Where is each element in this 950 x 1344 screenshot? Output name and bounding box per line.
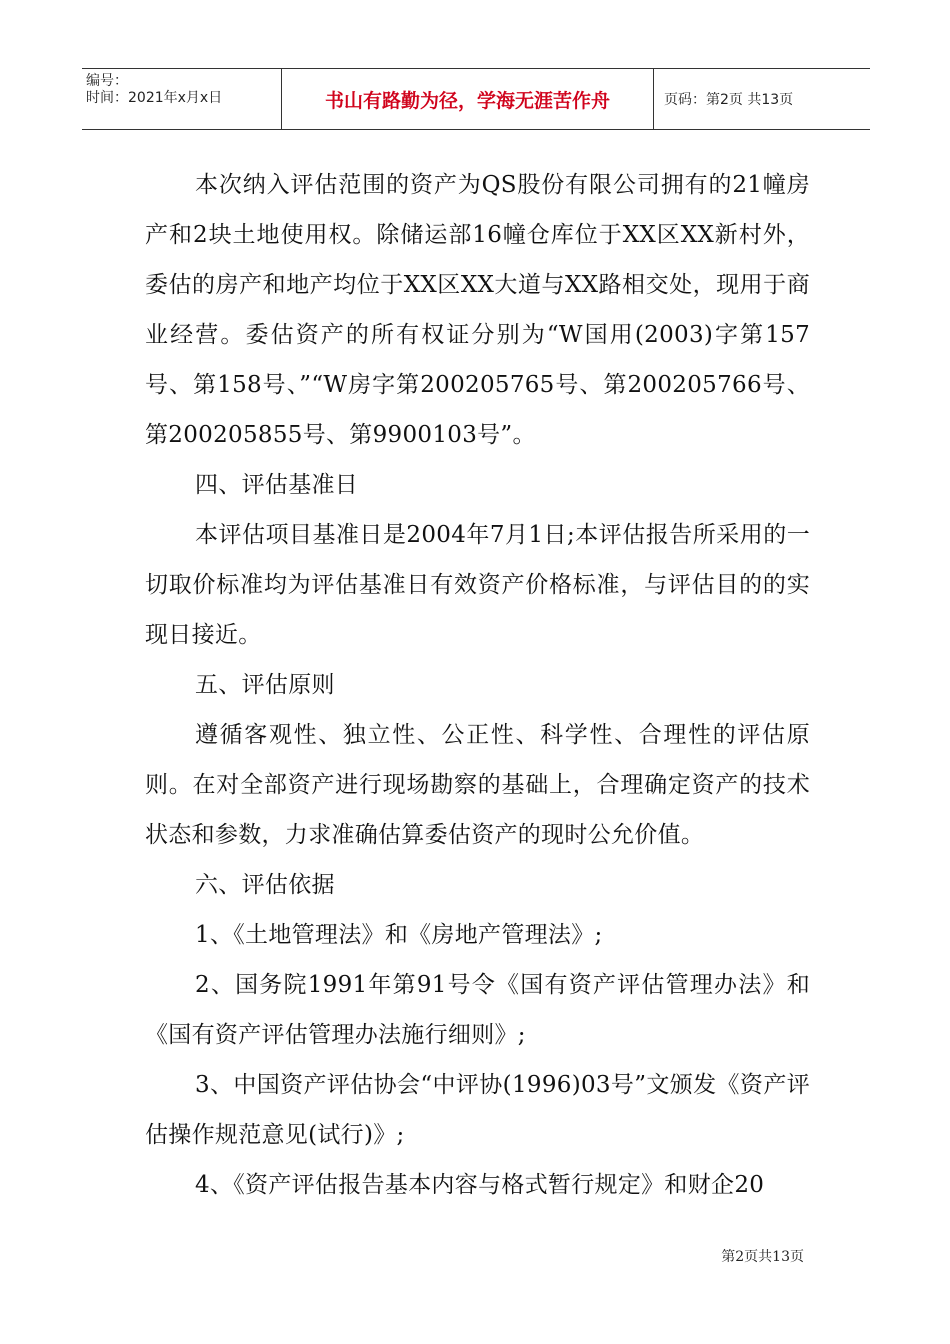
header-page-info: 页码：第2页 共13页 <box>664 92 794 108</box>
page-footer: 第2页共13页 <box>721 1249 804 1265</box>
header-motto: 书山有路勤为径，学海无涯苦作舟 <box>282 69 654 129</box>
basis-item-3: 3、中国资产评估协会“中评协(1996)03号”文颁发《资产评估操作规范意见(试行)》; <box>145 1072 810 1148</box>
basis-item-1: 1、《土地管理法》和《房地产管理法》; <box>195 922 603 948</box>
header-meta <box>82 69 282 129</box>
document-body <box>145 160 810 1210</box>
section-heading-valuation-principles: 五、评估原则 <box>195 672 335 698</box>
document-time-label: 时间：2021年x月x日 <box>86 90 223 106</box>
section-heading-valuation-date: 四、评估基准日 <box>195 472 359 498</box>
paragraph-assets-scope: 本次纳入评估范围的资产为QS股份有限公司拥有的21幢房产和2块土地使用权。除储运部16幢仓库位于XX区XX新村外，委估的房产和地产均位于XX区XX大道与XX路相交处，现用于商业经营。委估资产的所有权证分别为“W国用(2003)字第157号、第158号、”“W房字第200205765号、第200205766号、第200205855号、第9900103号”。 <box>145 172 810 448</box>
paragraph-valuation-date: 本评估项目基准日是2004年7月1日;本评估报告所采用的一切取价标准均为评估基准日有效资产价格标准，与评估目的的实现日接近。 <box>145 522 810 648</box>
paragraph-valuation-principles: 遵循客观性、独立性、公正性、科学性、合理性的评估原则。在对全部资产进行现场勘察的基础上，合理确定资产的技术状态和参数，力求准确估算委估资产的现时公允价值。 <box>145 722 810 848</box>
basis-item-2: 2、国务院1991年第91号令《国有资产评估管理办法》和《国有资产评估管理办法施行细则》; <box>145 972 810 1048</box>
section-heading-valuation-basis: 六、评估依据 <box>195 872 335 898</box>
document-number-label: 编号： <box>86 73 128 89</box>
page-header <box>82 68 870 130</box>
basis-item-4: 4、《资产评估报告基本内容与格式暂行规定》和财企20 <box>195 1172 765 1198</box>
